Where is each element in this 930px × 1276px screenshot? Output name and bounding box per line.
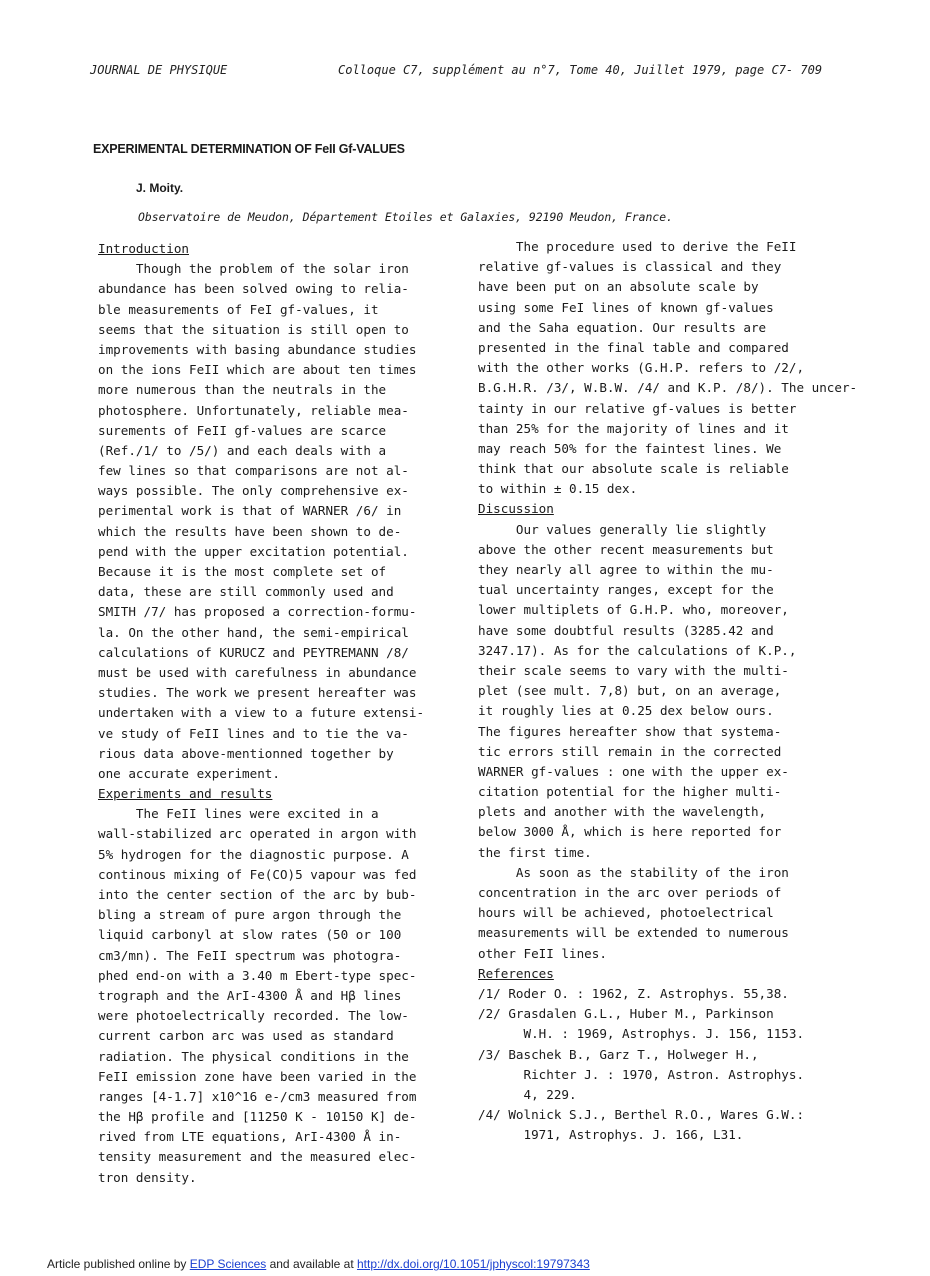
text-line: tron density. (98, 1169, 197, 1185)
conclusion-text (478, 863, 838, 964)
reference-line: 1971, Astrophys. J. 166, L31. (478, 1127, 744, 1143)
text-line: on the ions FeII which are about ten times (98, 362, 417, 378)
text-line: hours will be achieved, photoelectrical (478, 905, 774, 921)
text-line: undertaken with a view to a future extensi- (98, 705, 425, 721)
text-line: few lines so that comparisons are not al- (98, 463, 409, 479)
text-line: tensity measurement and the measured elec- (98, 1149, 417, 1165)
text-line: photosphere. Unfortunately, reliable mea- (98, 402, 409, 418)
text-line: continous mixing of Fe(CO)5 vapour was fed (98, 866, 417, 882)
text-line: radiation. The physical conditions in the (98, 1048, 409, 1064)
text-line: phed end-on with a 3.40 m Ebert-type spec- (98, 967, 417, 983)
text-line: than 25% for the majority of lines and it (478, 420, 789, 436)
text-line: rious data above-mentionned together by (98, 745, 394, 761)
text-line: WARNER gf-values : one with the upper ex- (478, 763, 789, 779)
text-line: tainty in our relative gf-values is better (478, 400, 797, 416)
author-name: J. Moity. (136, 181, 184, 195)
text-line: concentration in the arc over periods of (478, 885, 782, 900)
text-line: into the center section of the arc by bub- (98, 887, 417, 902)
text-line: have some doubtful results (3285.42 and (478, 622, 774, 638)
text-line: the first time. (478, 844, 592, 860)
text-line: more numerous than the neutrals in the (98, 382, 387, 398)
text-line: it roughly lies at 0.25 dex below ours. (478, 703, 774, 719)
text-line: tual uncertainty ranges, except for the (478, 582, 774, 598)
text-line: with the other works (G.H.P. refers to /2/, (478, 360, 805, 376)
text-line: may reach 50% for the faintest lines. We (478, 440, 782, 456)
text-line: rived from LTE equations, ArI-4300 Å in- (98, 1129, 402, 1145)
text-line: were photoelectrically recorded. The low- (98, 1008, 409, 1024)
text-line: trograph and the ArI-4300 Å and Hβ lines (98, 987, 402, 1003)
text-line: ways possible. The only comprehensive ex- (98, 483, 409, 499)
text-line: above the other recent measurements but (478, 541, 774, 557)
text-line: below 3000 Å, which is here reported for (478, 824, 782, 840)
text-line: 5% hydrogen for the diagnostic purpose. A (98, 846, 409, 862)
text-line: perimental work is that of WARNER /6/ in (98, 503, 402, 519)
article-title: EXPERIMENTAL DETERMINATION OF FeII Gf-VALUES (93, 142, 405, 156)
text-line: Because it is the most complete set of (98, 564, 387, 579)
text-line: pend with the upper excitation potential. (98, 543, 409, 559)
text-line: must be used with carefulness in abundance (98, 664, 417, 680)
reference-line: 4, 229. (478, 1086, 577, 1102)
text-line: studies. The work we present hereafter was (98, 685, 417, 701)
text-line: (Ref./1/ to /5/) and each deals with a (98, 442, 387, 458)
text-line: ranges [4-1.7] x10^16 e-/cm3 measured from (98, 1088, 417, 1104)
text-line: relative gf-values is classical and they (478, 259, 782, 275)
doi-link[interactable]: http://dx.doi.org/10.1051/jphyscol:19797343 (356, 1257, 590, 1271)
text-line: B.G.H.R. /3/, W.B.W. /4/ and K.P. /8/). The uncer- (478, 380, 858, 396)
issue-info: Colloque C7, supplément au n°7, Tome 40, Juillet 1979, page C7- 709 (338, 63, 823, 77)
journal-name: JOURNAL DE PHYSIQUE (90, 63, 228, 77)
left-column (98, 239, 468, 1188)
text-line: and the Saha equation. Our results are (478, 319, 767, 335)
publisher-link[interactable]: EDP Sciences (189, 1257, 267, 1271)
text-line: liquid carbonyl at slow rates (50 or 100 (98, 927, 402, 943)
reference-line: /3/ Baschek B., Garz T., Holweger H., (478, 1046, 759, 1062)
references-list (478, 984, 838, 1146)
text-line: The figures hereafter show that systema- (478, 723, 782, 739)
text-line: As soon as the stability of the iron (478, 864, 789, 880)
section-heading-experiments: Experiments and results (98, 786, 273, 802)
experiments-text (98, 804, 468, 1188)
text-line: The procedure used to derive the FeII (478, 239, 797, 254)
section-heading-introduction: Introduction (98, 241, 189, 256)
text-line: ve study of FeII lines and to tie the va- (98, 725, 409, 741)
text-line: one accurate experiment. (98, 765, 280, 781)
text-line: calculations of KURUCZ and PEYTREMANN /8/ (98, 644, 409, 660)
reference-line: Richter J. : 1970, Astron. Astrophys. (478, 1066, 805, 1082)
text-line: other FeII lines. (478, 945, 607, 961)
text-line: cm3/mn). The FeII spectrum was photogra- (98, 947, 402, 963)
text-line: SMITH /7/ has proposed a correction-formu- (98, 604, 417, 620)
text-line: abundance has been solved owing to relia- (98, 281, 409, 297)
text-line: current carbon arc was used as standard (98, 1028, 394, 1044)
text-line: they nearly all agree to within the mu- (478, 562, 774, 577)
text-line: using some FeI lines of known gf-values (478, 299, 774, 315)
introduction-text (98, 259, 468, 784)
text-line: wall-stabilized arc operated in argon with (98, 826, 417, 842)
reference-line: /1/ Roder O. : 1962, Z. Astrophys. 55,38. (478, 985, 789, 1001)
text-line: FeII emission zone have been varied in the (98, 1068, 417, 1084)
text-line: la. On the other hand, the semi-empirical (98, 624, 409, 640)
text-line: plet (see mult. 7,8) but, on an average, (478, 683, 782, 699)
text-line: lower multiplets of G.H.P. who, moreover, (478, 602, 789, 618)
text-line: measurements will be extended to numerous (478, 925, 789, 941)
text-line: think that our absolute scale is reliable (478, 461, 789, 477)
footer-prefix: Article published online by (47, 1257, 190, 1271)
text-line: Though the problem of the solar iron (98, 261, 409, 277)
reference-line: /2/ Grasdalen G.L., Huber M., Parkinson (478, 1006, 774, 1022)
text-line: presented in the final table and compared (478, 339, 789, 355)
section-heading-references: References (478, 965, 554, 981)
text-line: bling a stream of pure argon through the (98, 907, 402, 923)
text-line: tic errors still remain in the corrected (478, 743, 782, 759)
footer-middle: and available at (266, 1257, 357, 1271)
text-line: citation potential for the higher multi- (478, 784, 782, 800)
text-line: the Hβ profile and [11250 K - 10150 K] de- (98, 1109, 417, 1125)
text-line: surements of FeII gf-values are scarce (98, 422, 387, 438)
affiliation: Observatoire de Meudon, Département Etoiles et Galaxies, 92190 Meudon, France. (138, 210, 673, 224)
text-line: which the results have been shown to de- (98, 523, 402, 539)
right-column (478, 237, 858, 1145)
text-line: to within ± 0.15 dex. (478, 481, 638, 497)
text-line: Our values generally lie slightly (478, 521, 767, 537)
text-line: their scale seems to vary with the multi- (478, 662, 789, 678)
section-heading-discussion: Discussion (478, 501, 554, 517)
text-line: have been put on an absolute scale by (478, 279, 759, 295)
text-line: data, these are still commonly used and (98, 584, 394, 600)
text-line: 3247.17). As for the calculations of K.P., (478, 642, 797, 658)
procedure-text (478, 237, 858, 499)
discussion-text (478, 520, 838, 863)
text-line: seems that the situation is still open to (98, 321, 409, 337)
text-line: improvements with basing abundance studies (98, 341, 417, 357)
text-line: plets and another with the wavelength, (478, 804, 767, 820)
text-line: ble measurements of FeI gf-values, it (98, 301, 379, 317)
text-line: The FeII lines were excited in a (98, 806, 379, 822)
reference-line: /4/ Wolnick S.J., Berthel R.O., Wares G.W.: (478, 1107, 805, 1123)
publication-footer (47, 1257, 590, 1271)
reference-line: W.H. : 1969, Astrophys. J. 156, 1153. (478, 1026, 805, 1042)
